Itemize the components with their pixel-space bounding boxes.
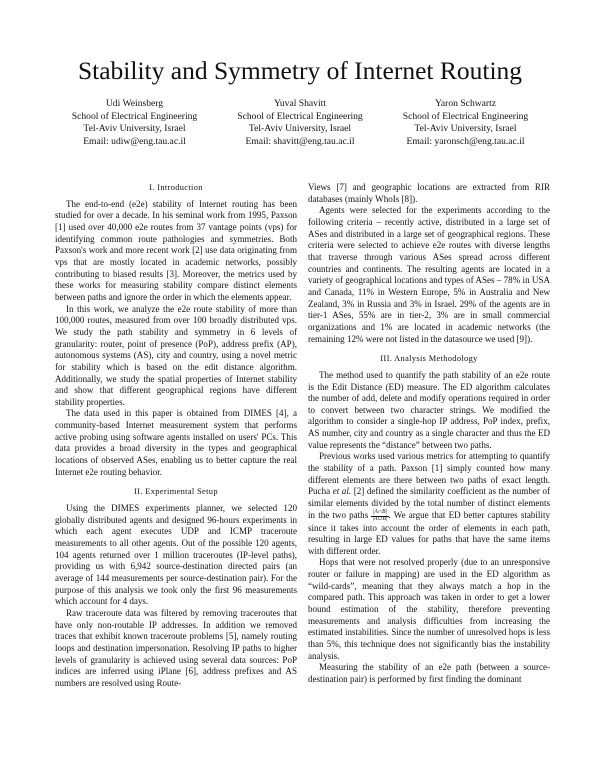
author-dept: School of Electrical Engineering — [402, 110, 529, 122]
text-run-italic: et al. — [332, 486, 352, 497]
paragraph — [308, 451, 550, 557]
author-2 — [218, 98, 383, 148]
text-run: Previous works used various metrics for attempting to quantify the stability of a path. Paxson [1] simply counted how many different elements are there between two paths of exact length. Pucha — [308, 451, 550, 497]
fraction-denominator: |A∪B| — [372, 515, 388, 522]
section-heading-introduction: I. Introduction — [149, 183, 203, 192]
similarity-fraction — [371, 510, 388, 523]
paragraph: The data used in this paper is obtained from DIMES [4], a community-based Internet measurement system that performs active probing using software agents installed on users' PCs. This data provides a broad diversity in the types and geographical locations of observed ASes, enabling us to better capture the real Internet e2e routing behavior. — [55, 408, 297, 477]
paragraph: Agents were selected for the experiments according to the following criteria – recently active, distributed in a large set of ASes and distributed in a large set of geographical regions. These criteria were selected to achieve e2e routes with diverse lengths that traverse through various ASes spread across different countries and continents. The resulting agents are located in a variety of geographical locations and types of ASes – 78% in USA and Canada, 11% in Western Europe, 5% in Australia and New Zealand, 3% in Russia and 3% in Israel. 29% of the agents are in tier-1 ASes, 55% are in tier-2, 3% are in small commercial organizations and 1% are located in academic networks (the remaining 12% were not listed in the datasource we used [9]). — [308, 205, 550, 344]
section-heading-analysis-methodology: III. Analysis Methodology — [380, 354, 478, 364]
paper-title: Stability and Symmetry of Internet Routing — [77, 56, 523, 85]
paragraph: The method used to quantify the path stability of an e2e route is the Edit Distance (ED) measure. The ED algorithm calculates the number of add, delete and modify operations required in order to convert between two character strings. We modified the algorithm to consider a single-hop IP address, PoP index, prefix, AS number, city and country as a single character and thus the ED value represents the “distance” between two paths. — [308, 369, 550, 450]
section-heading-experimental-setup: II. Experimental Setup — [134, 487, 218, 497]
author-dept: School of Electrical Engineering — [237, 110, 363, 122]
paragraph: Using the DIMES experiments planner, we selected 120 globally distributed agents and designed 96-hours experiments in which each agent executes UDP and ICMP traceroute measurements to all other agents. Out of the possible 120 agents, 104 agents returned over 1 million traceroutes (IP-level paths), providing us with 6,942 source-destination directed pairs (an average of 144 measurements per source-destination pair). For the purpose of this analysis we took only the first 96 measurements which account for 4 days. — [55, 503, 297, 607]
paragraph-continued: Views [7] and geographic locations are extracted from RIR databases (mainly WhoIs [8]). — [308, 182, 550, 204]
author-3 — [383, 98, 548, 148]
author-email: Email: yaronsch@eng.tau.ac.il — [406, 135, 525, 147]
author-email: Email: udiw@eng.tau.ac.il — [83, 135, 186, 147]
author-university: Tel-Aviv University, Israel — [83, 123, 186, 135]
left-column — [55, 182, 297, 690]
fraction-numerator: |A∩B| — [372, 508, 388, 515]
author-name: Yaron Schwartz — [434, 98, 497, 109]
text-run: . We argue that ED better captures stability since it takes into account the order of elements in each path, resulting in large ED values for paths that have the same items with different order. — [308, 509, 550, 556]
author-1 — [52, 98, 217, 148]
paragraph: Raw traceroute data was filtered by removing traceroutes that have only non-routable IP addresses. In addition we removed traces that exhibit known traceroute problems [5], namely routing loops and destination impersonation. Resolving IP paths to higher levels of granularity is achieved using several data sources: PoP indices are inferred using iPlane [6], address prefixes and AS numbers are resolved using Route- — [55, 607, 297, 688]
author-email: Email: shavitt@eng.tau.ac.il — [245, 135, 355, 147]
paragraph: In this work, we analyze the e2e route stability of more than 100,000 routes, measured from over 100 broadly distributed vps. We study the path stability and symmetry in 6 levels of granularity: router, point of presence (PoP), address prefix (AP), autonomous systems (AS), city and country, using a novel metric for stability which is based on the edit distance algorithm. Additionally, we study the spatial properties of Internet stability and show that different geographical regions have different stability properties. — [55, 303, 297, 407]
author-block — [52, 98, 548, 148]
paragraph: Measuring the stability of an e2e path (between a source-destination pair) is performed by first finding the dominant — [308, 662, 550, 685]
author-dept: School of Electrical Engineering — [71, 110, 198, 122]
author-name: Udi Weinsberg — [105, 98, 164, 109]
author-university: Tel-Aviv University, Israel — [248, 123, 352, 135]
author-university: Tel-Aviv University, Israel — [414, 123, 517, 135]
paragraph: The end-to-end (e2e) stability of Internet routing has been studied for over a decade. In his seminal work from 1995, Paxson [1] used over 40,000 e2e routes from 37 vantage points (vps) for identifying common route pathologies and symmetries. Both Paxson's work and more recent work [2] use data originating from vps that are mostly located in academic networks, possibly contributing to biased results [3]. Moreover, the metrics used by these works for measuring stability compare distinct elements between paths and ignore the order in which the elements appear. — [55, 198, 297, 302]
author-name: Yuval Shavitt — [274, 98, 326, 109]
text-run: [2] defined the similarity coefficient as the number of similar elements divided by the total number of distinct elements in the two paths — [308, 486, 550, 520]
paragraph: Hops that were not resolved properly (due to an unresponsive router or failure in mapping) are used in the ED algorithm as “wild-cards”, meaning that they always match a hop in the compared path. This approach was taken in order to get a lower bound estimation of the stability, therefore preventing measurements and analysis difficulties from increasing the estimated instabilities. Since the number of unresolved hops is less than 5%, this technique does not significantly bias the instability analysis. — [308, 557, 550, 661]
right-column — [308, 182, 550, 686]
